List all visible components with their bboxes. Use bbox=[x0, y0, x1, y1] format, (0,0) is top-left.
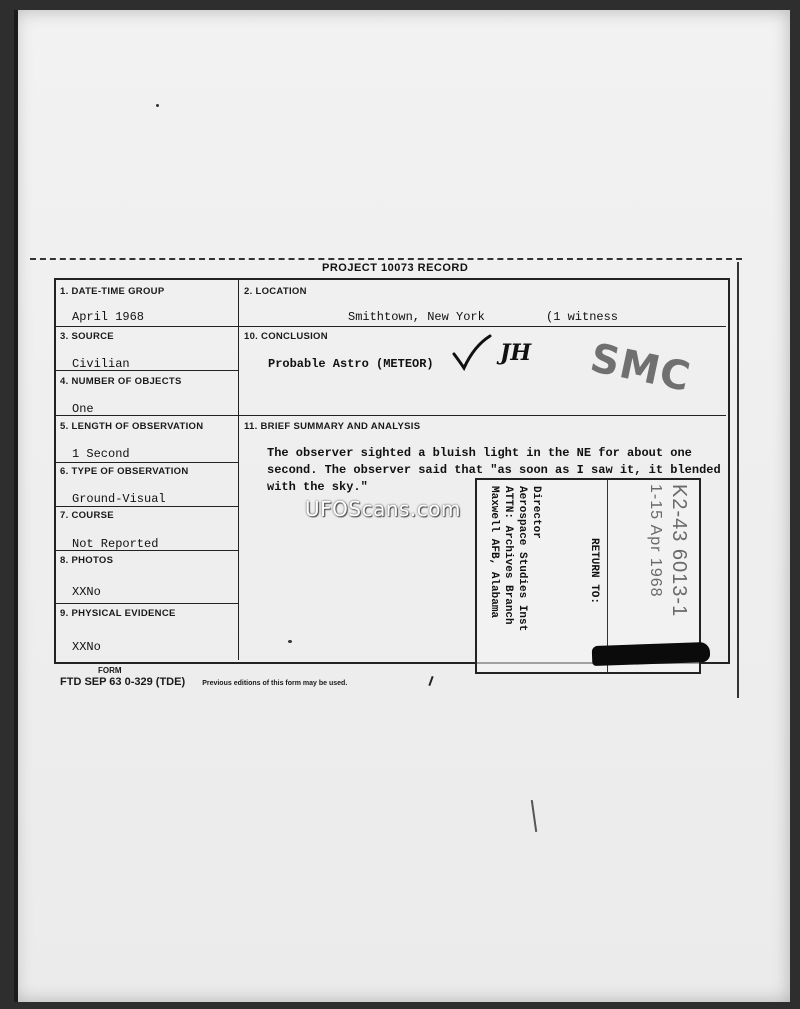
location-value: Smithtown, New York bbox=[348, 310, 485, 324]
smc-stamp: SMC bbox=[586, 335, 695, 401]
photos-value: XXNo bbox=[72, 585, 101, 599]
redaction-mark bbox=[592, 642, 711, 666]
form-id: FTD SEP 63 0-329 (TDE) bbox=[60, 676, 186, 688]
summary-text: The observer sighted a bluish light in the NE for about one second. The observer said that "as soon as I saw it, it blended with the sky." bbox=[267, 446, 721, 494]
conclusion-value: Probable Astro (METEOR) bbox=[268, 357, 434, 371]
row-divider bbox=[56, 415, 726, 416]
watermark: UFOScans.com bbox=[305, 497, 461, 521]
footer bbox=[60, 676, 347, 688]
course-value: Not Reported bbox=[72, 537, 159, 551]
evidence-value: XXNo bbox=[72, 640, 101, 654]
course-label: 7. COURSE bbox=[60, 510, 114, 521]
scan-speck bbox=[288, 640, 292, 643]
location-label: 2. LOCATION bbox=[244, 286, 307, 297]
objects-value: One bbox=[72, 402, 94, 416]
return-address-line-1: Director bbox=[530, 486, 542, 539]
location-note: (1 witness bbox=[546, 310, 619, 324]
footer-form-word: FORM bbox=[98, 666, 122, 675]
received-date-stamp: K2-43 6013-1 bbox=[668, 484, 690, 618]
row-divider bbox=[56, 506, 238, 507]
received-date-stamp-2: 1-15 Apr 1968 bbox=[647, 484, 664, 598]
length-label: 5. LENGTH OF OBSERVATION bbox=[60, 421, 204, 432]
right-rule bbox=[737, 262, 739, 698]
date-label: 1. DATE-TIME GROUP bbox=[60, 286, 165, 297]
summary-label: 11. BRIEF SUMMARY AND ANALYSIS bbox=[244, 421, 421, 432]
return-address-line-4: Maxwell AFB, Alabama bbox=[488, 486, 500, 619]
objects-label: 4. NUMBER OF OBJECTS bbox=[60, 376, 182, 387]
row-divider bbox=[56, 603, 238, 604]
return-to-label: RETURN TO: bbox=[588, 538, 600, 605]
row-divider bbox=[56, 462, 238, 463]
column-divider bbox=[238, 280, 239, 660]
length-value: 1 Second bbox=[72, 447, 130, 461]
type-value: Ground-Visual bbox=[72, 492, 166, 506]
photos-label: 8. PHOTOS bbox=[60, 555, 114, 566]
page-edge bbox=[14, 10, 18, 1002]
footer-note: Previous editions of this form may be used. bbox=[202, 680, 348, 687]
evidence-label: 9. PHYSICAL EVIDENCE bbox=[60, 608, 176, 619]
conclusion-label: 10. CONCLUSION bbox=[244, 331, 328, 342]
record-title: PROJECT 10073 RECORD bbox=[322, 262, 469, 274]
scan-speck bbox=[156, 104, 159, 107]
top-rule bbox=[30, 258, 742, 260]
row-divider bbox=[56, 326, 726, 327]
source-label: 3. SOURCE bbox=[60, 331, 114, 342]
return-address-line-3: ATTN: Archives Branch bbox=[502, 486, 514, 625]
handwritten-initials: JH bbox=[500, 340, 532, 366]
type-label: 6. TYPE OF OBSERVATION bbox=[60, 466, 189, 477]
return-address-line-2: Aerospace Studies Inst bbox=[516, 486, 528, 632]
source-value: Civilian bbox=[72, 357, 130, 371]
date-value: April 1968 bbox=[72, 310, 145, 324]
